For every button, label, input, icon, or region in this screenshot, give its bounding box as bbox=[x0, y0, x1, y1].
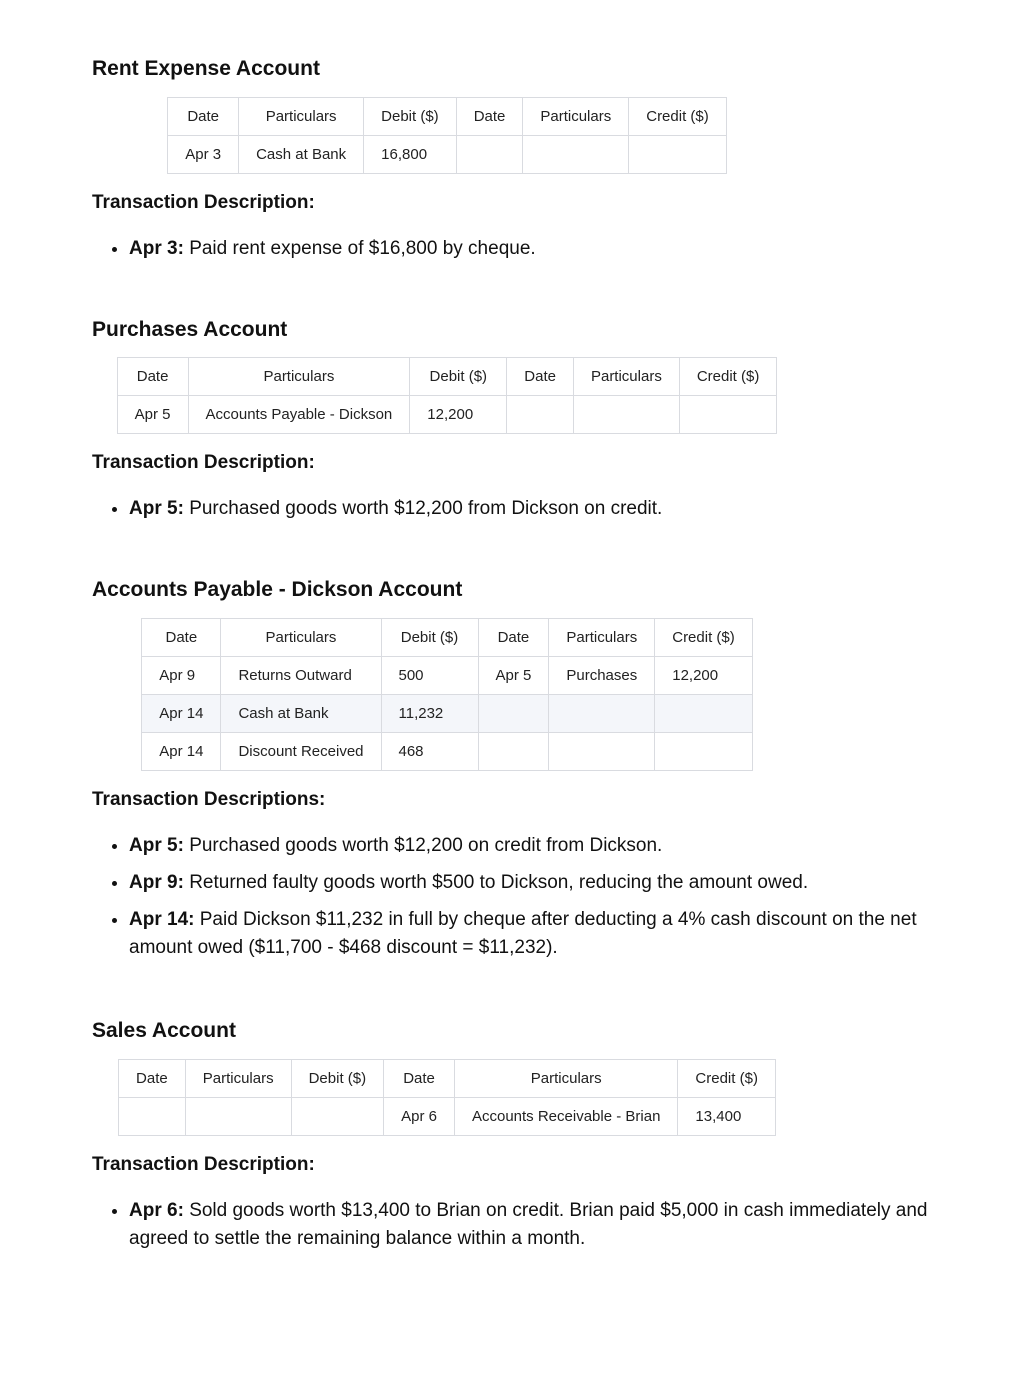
ledger-table bbox=[117, 357, 778, 434]
table-cell: Purchases bbox=[549, 657, 655, 695]
table-cell bbox=[185, 1098, 291, 1136]
ledger-table bbox=[118, 1059, 776, 1136]
table-cell: 11,232 bbox=[381, 695, 478, 733]
column-header: Particulars bbox=[454, 1060, 677, 1098]
item-text: Paid rent expense of $16,800 by cheque. bbox=[189, 238, 536, 259]
item-text: Returned faulty goods worth $500 to Dickson, reducing the amount owed. bbox=[189, 872, 809, 893]
item-text: Purchased goods worth $12,200 on credit from Dickson. bbox=[189, 835, 663, 856]
table-cell bbox=[655, 733, 753, 771]
table-cell: Apr 3 bbox=[168, 136, 239, 174]
table-cell bbox=[119, 1098, 186, 1136]
column-header: Date bbox=[119, 1060, 186, 1098]
description-list bbox=[92, 832, 932, 962]
ledger-table bbox=[167, 97, 727, 174]
column-header: Date bbox=[478, 619, 549, 657]
rent-expense-section bbox=[92, 56, 932, 272]
column-header: Debit ($) bbox=[364, 98, 457, 136]
table-cell bbox=[573, 396, 679, 434]
table-row bbox=[119, 1098, 776, 1136]
item-date: Apr 3: bbox=[129, 238, 184, 259]
column-header: Debit ($) bbox=[410, 358, 507, 396]
table-cell: Cash at Bank bbox=[221, 695, 381, 733]
list-item bbox=[129, 869, 932, 897]
table-cell: 12,200 bbox=[410, 396, 507, 434]
table-cell: Discount Received bbox=[221, 733, 381, 771]
table-row bbox=[142, 657, 753, 695]
table-cell: Apr 9 bbox=[142, 657, 221, 695]
table-row bbox=[142, 733, 753, 771]
description-title: Transaction Descriptions: bbox=[92, 789, 326, 810]
table-header-row bbox=[142, 619, 753, 657]
list-item bbox=[129, 235, 932, 263]
item-date: Apr 5: bbox=[129, 498, 184, 519]
column-header: Credit ($) bbox=[629, 98, 727, 136]
table-cell: Cash at Bank bbox=[239, 136, 364, 174]
description-list bbox=[92, 235, 932, 263]
item-date: Apr 9: bbox=[129, 872, 184, 893]
description-title: Transaction Description: bbox=[92, 192, 315, 213]
column-header: Particulars bbox=[573, 358, 679, 396]
table-cell bbox=[507, 396, 574, 434]
section-title: Purchases Account bbox=[92, 318, 288, 341]
accounts-payable-section bbox=[92, 577, 932, 971]
column-header: Debit ($) bbox=[381, 619, 478, 657]
table-cell bbox=[655, 695, 753, 733]
table-cell: Apr 14 bbox=[142, 695, 221, 733]
table-header-row bbox=[168, 98, 727, 136]
column-header: Particulars bbox=[523, 98, 629, 136]
column-header: Date bbox=[142, 619, 221, 657]
item-date: Apr 14: bbox=[129, 909, 195, 930]
description-title: Transaction Description: bbox=[92, 1154, 315, 1175]
ledger-table bbox=[141, 618, 753, 771]
table-cell bbox=[456, 136, 523, 174]
column-header: Date bbox=[117, 358, 188, 396]
section-title: Accounts Payable - Dickson Account bbox=[92, 578, 463, 601]
table-cell: Accounts Payable - Dickson bbox=[188, 396, 410, 434]
list-item bbox=[129, 1197, 932, 1253]
column-header: Date bbox=[456, 98, 523, 136]
list-item bbox=[129, 495, 932, 523]
table-row bbox=[168, 136, 727, 174]
table-cell bbox=[478, 733, 549, 771]
item-text: Paid Dickson $11,232 in full by cheque after deducting a 4% cash discount on the net amount owed ($11,700 - $468 discount = $11,232). bbox=[129, 909, 917, 958]
item-text: Sold goods worth $13,400 to Brian on credit. Brian paid $5,000 in cash immediately and agreed to settle the remaining balance within a month. bbox=[129, 1200, 928, 1249]
purchases-section bbox=[92, 317, 932, 532]
section-title: Sales Account bbox=[92, 1019, 236, 1042]
table-cell: 13,400 bbox=[678, 1098, 776, 1136]
table-cell: Apr 5 bbox=[478, 657, 549, 695]
table-cell: 16,800 bbox=[364, 136, 457, 174]
column-header: Date bbox=[168, 98, 239, 136]
description-title: Transaction Description: bbox=[92, 452, 315, 473]
sales-section bbox=[92, 1018, 932, 1262]
table-cell bbox=[291, 1098, 384, 1136]
description-list bbox=[92, 495, 932, 523]
item-date: Apr 5: bbox=[129, 835, 184, 856]
column-header: Particulars bbox=[185, 1060, 291, 1098]
table-cell: Returns Outward bbox=[221, 657, 381, 695]
table-cell bbox=[549, 695, 655, 733]
table-cell bbox=[549, 733, 655, 771]
list-item bbox=[129, 906, 932, 962]
column-header: Date bbox=[384, 1060, 455, 1098]
column-header: Credit ($) bbox=[678, 1060, 776, 1098]
column-header: Particulars bbox=[239, 98, 364, 136]
column-header: Debit ($) bbox=[291, 1060, 384, 1098]
column-header: Credit ($) bbox=[655, 619, 753, 657]
column-header: Particulars bbox=[549, 619, 655, 657]
column-header: Particulars bbox=[188, 358, 410, 396]
table-cell: Apr 5 bbox=[117, 396, 188, 434]
table-cell: 12,200 bbox=[655, 657, 753, 695]
list-item bbox=[129, 832, 932, 860]
item-date: Apr 6: bbox=[129, 1200, 184, 1221]
item-text: Purchased goods worth $12,200 from Dickson on credit. bbox=[189, 498, 663, 519]
table-header-row bbox=[119, 1060, 776, 1098]
table-cell bbox=[629, 136, 727, 174]
column-header: Credit ($) bbox=[679, 358, 777, 396]
table-cell bbox=[523, 136, 629, 174]
table-cell bbox=[478, 695, 549, 733]
table-cell: 500 bbox=[381, 657, 478, 695]
table-cell: Accounts Receivable - Brian bbox=[454, 1098, 677, 1136]
table-row bbox=[142, 695, 753, 733]
table-cell: Apr 6 bbox=[384, 1098, 455, 1136]
column-header: Particulars bbox=[221, 619, 381, 657]
column-header: Date bbox=[507, 358, 574, 396]
section-title: Rent Expense Account bbox=[92, 57, 320, 80]
table-cell bbox=[679, 396, 777, 434]
description-list bbox=[92, 1197, 932, 1253]
table-row bbox=[117, 396, 777, 434]
table-header-row bbox=[117, 358, 777, 396]
table-cell: 468 bbox=[381, 733, 478, 771]
table-cell: Apr 14 bbox=[142, 733, 221, 771]
